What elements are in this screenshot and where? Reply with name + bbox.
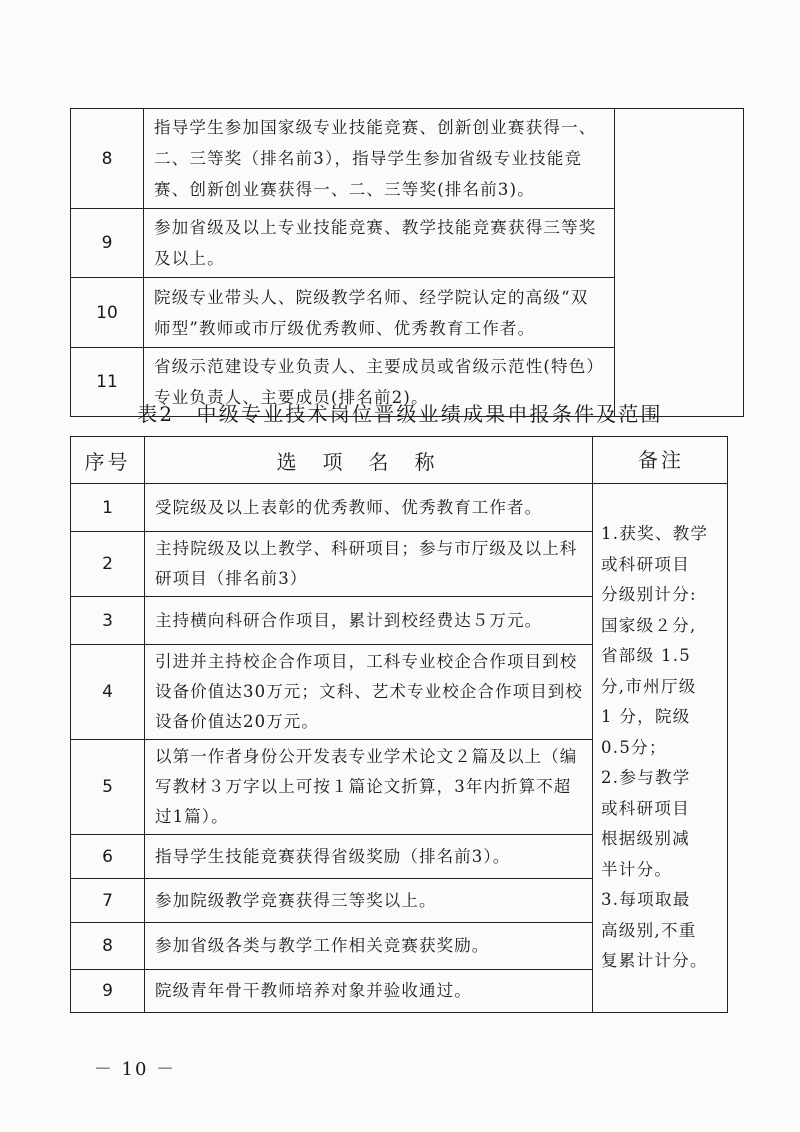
table-header-row [71,437,728,484]
header-number: 序号 [71,437,145,484]
row-number: 6 [71,835,145,879]
remark-line: 半计分。 [601,859,673,879]
remark-line: 根据级别减 [601,829,690,849]
table-caption: 表2 中级专业技术岗位晋级业绩成果申报条件及范围 [137,402,663,426]
criteria-table [70,436,728,1013]
row-number: 7 [71,879,145,923]
row-number: 8 [71,923,145,970]
row-text: 参加省级各类与教学工作相关竞赛获奖励。 [145,923,593,970]
criteria-table-continued [70,108,744,417]
row-text: 参加院级教学竞赛获得三等奖以上。 [145,879,593,923]
row-text: 受院级及以上表彰的优秀教师、优秀教育工作者。 [145,484,593,532]
row-number: 1 [71,484,145,532]
row-number: 11 [71,348,144,417]
header-remark: 备注 [593,437,728,484]
row-text: 指导学生参加国家级专业技能竞赛、创新创业赛获得一、二、三等奖（排名前3），指导学生参加省级专业技能竞赛、创新创业赛获得一、二、三等奖(排名前3)。 [144,109,615,209]
remark-line: 复累计计分。 [601,951,708,971]
row-number: 9 [71,970,145,1013]
remark-line: 1 分，院级 [601,707,691,727]
table-row [71,484,728,532]
row-text: 引进并主持校企合作项目，工科专业校企合作项目到校设备价值达30万元；文科、艺术专业校企合作项目到校设备价值达20万元。 [145,645,593,740]
row-text: 省级示范建设专业负责人、主要成员或省级示范性(特色）专业负责人、主要成员(排名前2)。 [144,348,615,417]
remark-line: 省部级 1.5 [601,646,692,666]
row-text: 指导学生技能竞赛获得省级奖励（排名前3）。 [145,835,593,879]
remark-line: 2.参与教学 [601,768,691,788]
row-number: 8 [71,109,144,209]
remark-line: 分级别计分: [601,585,697,605]
row-text: 院级青年骨干教师培养对象并验收通过。 [145,970,593,1013]
row-number: 4 [71,645,145,740]
remark-line: 1.获奖、教学 [601,524,709,544]
row-number: 3 [71,597,145,645]
remark-line: 3.每项取最 [601,890,691,910]
row-text: 以第一作者身份公开发表专业学术论文２篇及以上（编写教材３万字以上可按１篇论文折算，3年内折算不超过1篇）。 [145,740,593,835]
row-text: 主持院级及以上教学、科研项目；参与市厅级及以上科研项目（排名前3） [145,532,593,597]
table-row [71,109,744,209]
row-number: 10 [71,278,144,348]
row-number: 9 [71,209,144,278]
page-number: － 10 － [93,1059,177,1080]
remark-cell [593,484,728,1013]
row-number: 5 [71,740,145,835]
row-text: 主持横向科研合作项目，累计到校经费达５万元。 [145,597,593,645]
header-option-name: 选项名称 [145,437,593,484]
remark-line: 或科研项目 [601,798,690,818]
row-text: 参加省级及以上专业技能竞赛、教学技能竞赛获得三等奖及以上。 [144,209,615,278]
remark-line: 0.5分； [601,737,667,757]
remark-line: 高级别,不重 [601,920,697,940]
remark-cell [615,109,744,417]
remark-line: 国家级２分, [601,615,697,635]
row-number: 2 [71,532,145,597]
remark-line: 或科研项目 [601,554,690,574]
row-text: 院级专业带头人、院级教学名师、经学院认定的高级“双师型”教师或市厅级优秀教师、优秀教育工作者。 [144,278,615,348]
remark-line: 分,市州厅级 [601,676,697,696]
